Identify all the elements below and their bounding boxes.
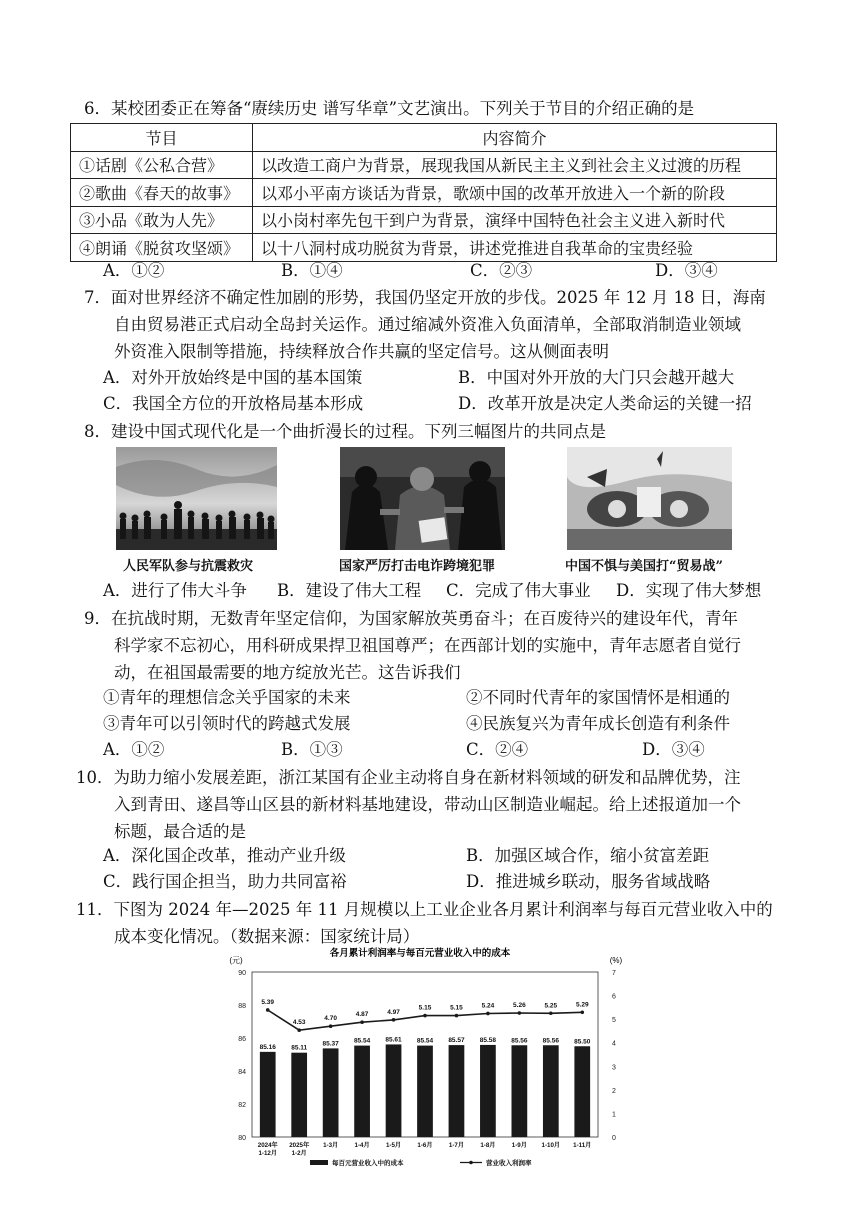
- photo-caption: 国家严厉打击电诈跨境犯罪: [339, 559, 496, 574]
- photo-caption: 中国不惧与美国打“贸易战”: [565, 559, 723, 574]
- legend-label: 营业收入利润率: [486, 1160, 532, 1167]
- q10-line-1: 10．为助力缩小发展差距，浙江某国有企业主动将自身在新材料领域的研发和品牌优势，注: [76, 768, 741, 787]
- q7-option-d: D．改革开放是决定人类命运的关键一招: [458, 394, 752, 413]
- q7-option-b: B．中国对外开放的大门只会越开越大: [458, 368, 735, 387]
- table-row: [71, 234, 777, 262]
- photo-trade-war: [567, 447, 732, 550]
- table-cell: ④朗诵《脱贫攻坚颂》: [71, 234, 253, 262]
- category-label: 2024年: [257, 1142, 278, 1149]
- q6-option-d: D．③④: [655, 261, 718, 280]
- left-tick-label: 80: [238, 1135, 246, 1142]
- line-point: [329, 1024, 333, 1028]
- category-label: 1-6月: [417, 1142, 433, 1149]
- table-header-row: [71, 124, 777, 152]
- line-point: [455, 1014, 459, 1018]
- bar-label: 85.54: [353, 1037, 371, 1045]
- q7-line-3: 外资准入限制等措施，持续释放合作共赢的坚定信号。这从侧面表明: [114, 342, 609, 361]
- line-label: 5.29: [575, 1001, 589, 1009]
- category-label: 1-2月: [291, 1150, 307, 1157]
- profit-cost-chart: [200, 945, 640, 1173]
- left-axis-unit: (元): [229, 956, 243, 965]
- bar: [449, 1045, 465, 1137]
- bar: [260, 1052, 276, 1137]
- q6-option-b: B．①④: [281, 261, 343, 280]
- q9-line-1: 9．在抗战时期，无数青年坚定信仰，为国家解放英勇奋斗；在百废待兴的建设年代，青年: [84, 609, 738, 628]
- q11-line-2: 成本变化情况。（数据来源：国家统计局）: [114, 927, 420, 946]
- bar-label: 85.11: [291, 1044, 308, 1052]
- category-label: 2025年: [289, 1142, 310, 1149]
- right-tick-label: 5: [612, 1017, 616, 1025]
- q10-option-a: A．深化国企改革，推动产业升级: [103, 846, 346, 865]
- bar: [291, 1053, 307, 1137]
- line-point: [486, 1012, 490, 1016]
- line-point: [549, 1011, 553, 1015]
- bar: [417, 1046, 433, 1137]
- program-table: [70, 123, 777, 262]
- bar-label: 85.57: [448, 1037, 465, 1045]
- category-label: 1-9月: [511, 1142, 527, 1149]
- table-cell: ②歌曲《春天的故事》: [71, 179, 253, 207]
- category-label: 1-8月: [480, 1142, 496, 1149]
- q10-option-c: C．践行国企担当，助力共同富裕: [103, 872, 347, 891]
- line-point: [392, 1018, 396, 1022]
- table-cell: 以小岗村率先包干到户为背景，演绎中国特色社会主义进入新时代: [253, 206, 777, 234]
- line-point: [423, 1014, 427, 1018]
- line-label: 4.53: [292, 1019, 306, 1027]
- right-tick-label: 4: [612, 1040, 616, 1048]
- table-cell: 以十八洞村成功脱贫为背景，讲述党推进自我革命的宝贵经验: [253, 234, 777, 262]
- line-point: [297, 1028, 301, 1032]
- category-label: 1-12月: [258, 1150, 278, 1157]
- chart-title: 各月累计利润率与每百元营业收入中的成本: [329, 948, 511, 959]
- legend-label: 每百元营业收入中的成本: [332, 1160, 404, 1167]
- q7-option-a: A．对外开放始终是中国的基本国策: [103, 368, 363, 387]
- table-header: 内容简介: [253, 124, 777, 152]
- bar: [512, 1045, 528, 1137]
- table-row: [71, 179, 777, 207]
- bar: [543, 1045, 559, 1137]
- category-label: 1-5月: [385, 1142, 402, 1149]
- bar: [354, 1046, 370, 1137]
- photo-telecom-fraud-arrest: [340, 447, 505, 550]
- category-label: 1-3月: [323, 1142, 339, 1149]
- line-label: 5.26: [513, 1002, 526, 1010]
- line-point: [360, 1020, 364, 1024]
- table-cell: 以邓小平南方谈话为背景，歌颂中国的改革开放进入一个新的阶段: [253, 179, 777, 207]
- q9-statement-3: ③青年可以引领时代的跨越式发展: [103, 714, 351, 733]
- right-axis-unit: (%): [609, 956, 623, 965]
- line-label: 4.97: [387, 1008, 400, 1016]
- right-tick-label: 2: [612, 1087, 616, 1095]
- line-label: 5.24: [481, 1002, 495, 1010]
- line-point: [580, 1011, 584, 1015]
- q9-option-c: C．②④: [466, 740, 529, 759]
- table-row: [71, 206, 777, 234]
- q7-option-c: C．我国全方位的开放格局基本形成: [103, 394, 364, 413]
- q8-option-b: B．建设了伟大工程: [277, 581, 422, 600]
- category-label: 1-11月: [573, 1142, 592, 1149]
- q10-line-2: 入到青田、遂昌等山区县的新材料基地建设，带动山区制造业崛起。给上述报道加一个: [114, 795, 741, 814]
- line-label: 5.25: [544, 1002, 558, 1010]
- q7-line-2: 自由贸易港正式启动全岛封关运作。通过缩减外资准入负面清单，全部取消制造业领域: [114, 315, 741, 334]
- table-row: [71, 151, 777, 179]
- left-tick-label: 88: [238, 1003, 246, 1010]
- table-cell: 以改造工商户为背景，展现我国从新民主主义到社会主义过渡的历程: [253, 151, 777, 179]
- photo-caption: 人民军队参与抗震救灾: [123, 559, 254, 574]
- line-label: 4.70: [324, 1015, 337, 1023]
- table-header: 节目: [71, 124, 253, 152]
- bar-label: 85.56: [542, 1037, 559, 1045]
- line-label: 5.15: [450, 1004, 463, 1012]
- q6-option-c: C．②③: [470, 261, 533, 280]
- q9-line-2: 科学家不忘初心，用科研成果捍卫祖国尊严；在西部计划的实施中，青年志愿者自觉行: [114, 636, 741, 655]
- q8-option-c: C．完成了伟大事业: [446, 581, 591, 600]
- bar-label: 85.50: [574, 1038, 591, 1046]
- line-label: 5.39: [261, 998, 275, 1006]
- q9-line-3: 动，在祖国最需要的地方绽放光芒。这告诉我们: [114, 663, 461, 682]
- right-tick-label: 3: [612, 1064, 616, 1072]
- left-tick-label: 86: [238, 1036, 246, 1043]
- q9-statement-2: ②不同时代青年的家国情怀是相通的: [466, 688, 730, 707]
- q9-option-d: D．③④: [642, 740, 705, 759]
- q9-statement-4: ④民族复兴为青年成长创造有利条件: [466, 714, 730, 733]
- line-label: 4.87: [355, 1011, 369, 1019]
- photo-earthquake-rescue: [116, 447, 277, 550]
- q11-line-1: 11．下图为 2024 年—2025 年 11 月规模以上工业企业各月累计利润率与每百元营业收入中的: [76, 900, 773, 919]
- table-cell: ③小品《敢为人先》: [71, 206, 253, 234]
- q7-line-1: 7．面对世界经济不确定性加剧的形势，我国仍坚定开放的步伐。2025 年 12 月 18 日，海南: [84, 288, 766, 307]
- left-tick-label: 84: [238, 1069, 246, 1076]
- bar-label: 85.54: [416, 1037, 434, 1045]
- line-point: [518, 1011, 522, 1015]
- q10-option-d: D．推进城乡联动，服务省域战略: [466, 872, 711, 891]
- left-tick-label: 90: [238, 970, 246, 977]
- bar: [323, 1048, 339, 1137]
- bar-label: 85.58: [479, 1036, 497, 1044]
- q10-option-b: B．加强区域合作，缩小贫富差距: [466, 846, 710, 865]
- q8-stem: 8．建设中国式现代化是一个曲折漫长的过程。下列三幅图片的共同点是: [84, 422, 606, 441]
- bar: [386, 1044, 402, 1137]
- line-label: 5.15: [418, 1004, 432, 1012]
- q6-stem: 6．某校团委正在筹备“赓续历史 谱写华章”文艺演出。下列关于节目的介绍正确的是: [84, 99, 695, 118]
- bar-label: 85.37: [322, 1040, 339, 1048]
- q6-option-a: A．①②: [103, 261, 165, 280]
- bar-label: 85.56: [511, 1037, 528, 1045]
- bar: [480, 1045, 496, 1137]
- q9-option-b: B．①③: [281, 740, 343, 759]
- right-tick-label: 0: [612, 1135, 616, 1142]
- bar-label: 85.16: [259, 1043, 276, 1051]
- q8-option-d: D．实现了伟大梦想: [616, 581, 762, 600]
- right-tick-label: 6: [612, 993, 616, 1001]
- right-tick-label: 7: [612, 970, 616, 977]
- right-tick-label: 1: [612, 1111, 616, 1119]
- q10-line-3: 标题，最合适的是: [114, 822, 246, 841]
- bar: [574, 1046, 590, 1137]
- legend-swatch-point: [469, 1161, 473, 1165]
- q8-option-a: A．进行了伟大斗争: [103, 581, 247, 600]
- profit-line: [268, 1010, 583, 1030]
- legend-swatch-bar: [310, 1160, 328, 1165]
- table-cell: ①话剧《公私合营》: [71, 151, 253, 179]
- category-label: 1-10月: [541, 1142, 561, 1149]
- category-label: 1-7月: [448, 1142, 465, 1149]
- bar-label: 85.61: [385, 1036, 402, 1044]
- line-point: [266, 1008, 270, 1012]
- category-label: 1-4月: [354, 1142, 370, 1149]
- q9-statement-1: ①青年的理想信念关乎国家的未来: [103, 688, 351, 707]
- left-tick-label: 82: [238, 1102, 246, 1109]
- q9-option-a: A．①②: [103, 740, 165, 759]
